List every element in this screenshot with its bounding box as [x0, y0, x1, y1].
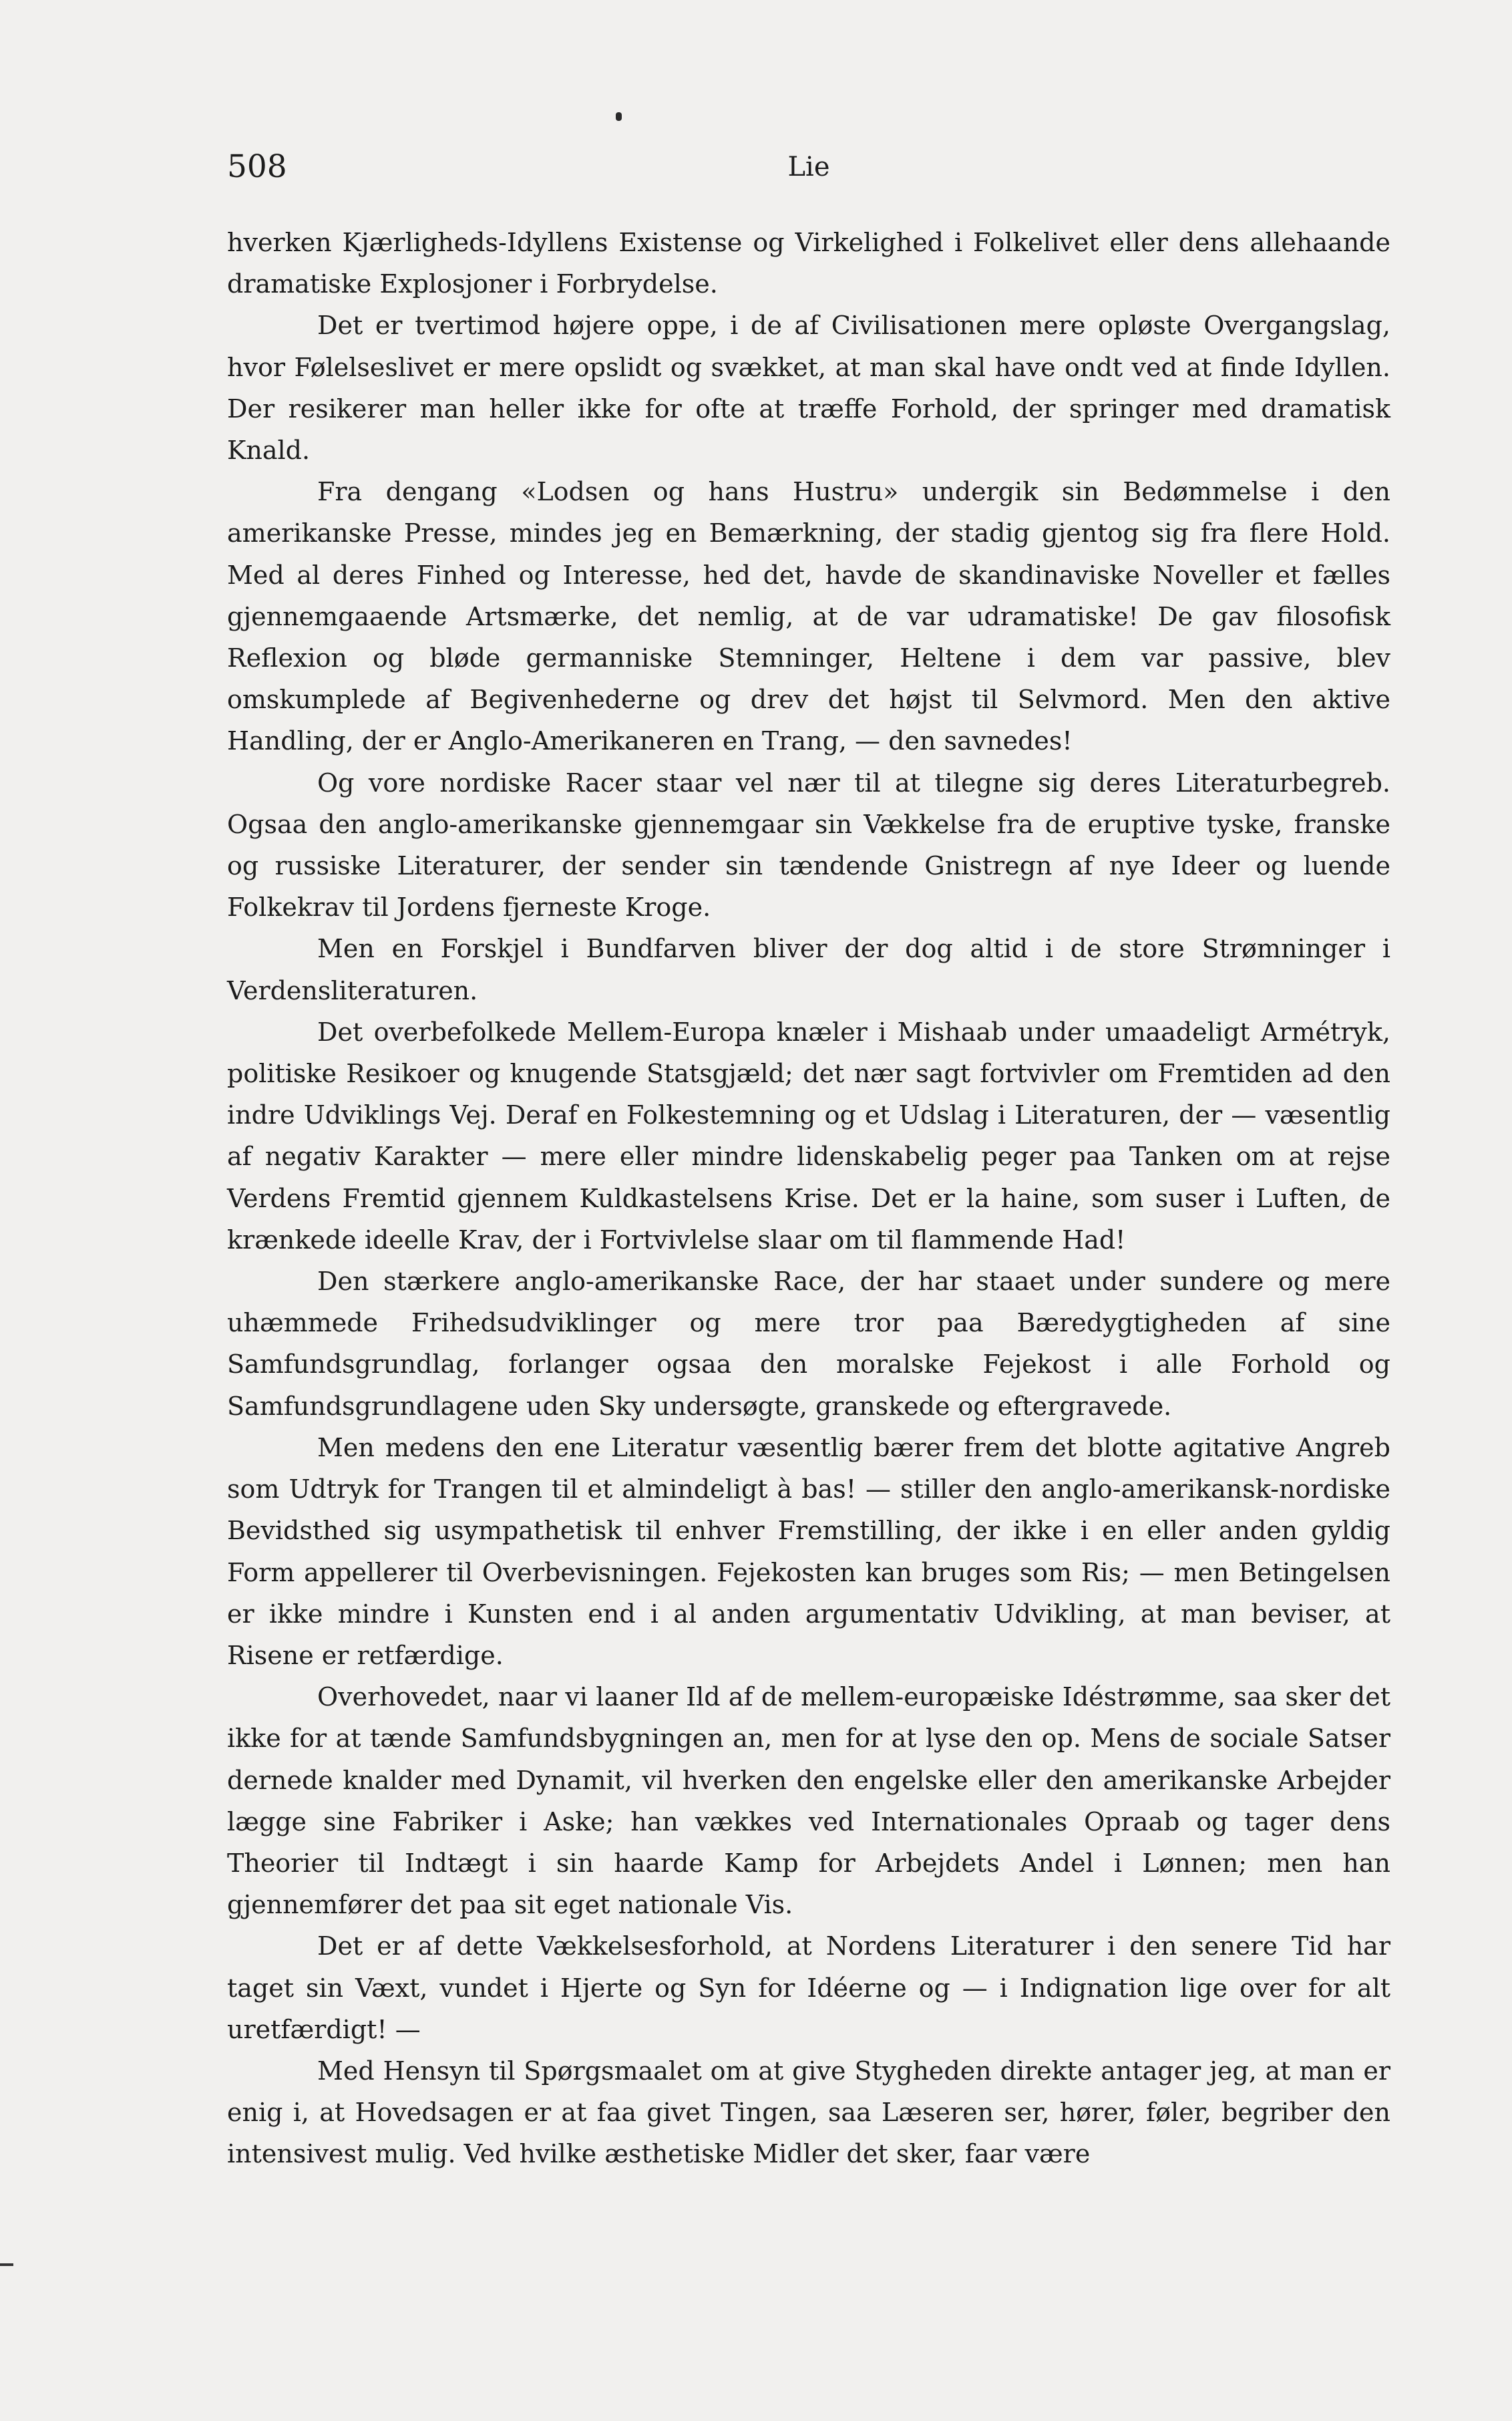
- paragraph: Det er tvertimod højere oppe, i de af Civilisationen mere opløste Overgangslag, hvor Følelseslivet er mere opslidt og svækket, at man skal have ondt ved at finde Idyllen. Der resikerer man heller ikke for ofte at træffe Forhold, der springer med dramatisk Knald.: [227, 311, 1390, 466]
- paragraph: Det overbefolkede Mellem-Europa knæler i Mishaab under umaadeligt Armétryk, politiske Resikoer og knugende Statsgjæld; det nær sagt fortvivler om Fremtiden ad den indre Udviklings Vej. Deraf en Folkestemning og et Udslag i Literaturen, der — væsentlig af negativ Karakter — mere eller mindre lidenskabelig peger paa Tanken om at rejse Verdens Fremtid gjennem Kuldkastelsens Krise. Det er la haine, som suser i Luften, de krænkede ideelle Krav, der i Fortvivlelse slaar om til flammende Had!: [227, 1017, 1390, 1255]
- paragraph: Men en Forskjel i Bundfarven bliver der dog altid i de store Strømninger i Verdensliteraturen.: [227, 934, 1390, 1005]
- paragraph: Den stærkere anglo-amerikanske Race, der har staaet under sundere og mere uhæmmede Frihedsudviklinger og mere tror paa Bæredygtigheden af sine Samfundsgrundlag, forlanger ogsaa den moralske Fejekost i alle Forhold og Samfundsgrundlagene uden Sky undersøgte, granskede og eftergravede.: [227, 1267, 1390, 1421]
- paragraph-continued: hverken Kjærligheds-Idyllens Existense og Virkelighed i Folkelivet eller dens allehaande dramatiske Explosjoner i Forbrydelse.: [227, 228, 1390, 299]
- paragraph: Med Hensyn til Spørgsmaalet om at give Stygheden direkte antager jeg, at man er enig i, at Hovedsagen er at faa givet Tingen, saa Læseren ser, hører, føler, begriber den intensivest mulig. Ved hvilke æsthetiske Midler det sker, faar være: [227, 2056, 1390, 2169]
- running-head: Lie: [787, 152, 830, 182]
- body-text: [227, 222, 1390, 2175]
- paragraph: Det er af dette Vækkelsesforhold, at Nordens Literaturer i den senere Tid har taget sin Væxt, vundet i Hjerte og Syn for Idéerne og — i Indignation lige over for alt uretfærdigt! —: [227, 1931, 1390, 2044]
- margin-rule-mark: [0, 2263, 13, 2266]
- paragraph: Og vore nordiske Racer staar vel nær til at tilegne sig deres Literaturbegreb. Ogsaa den anglo-amerikanske gjennemgaar sin Vækkelse fra de eruptive tyske, franske og russiske Literaturer, der sender sin tændende Gnistregn af nye Ideer og luende Folkekrav til Jordens fjerneste Kroge.: [227, 768, 1390, 923]
- page-number: 508: [227, 148, 287, 185]
- paragraph: Men medens den ene Literatur væsentlig bærer frem det blotte agitative Angreb som Udtryk for Trangen til et almindeligt à bas! — stiller den anglo-amerikansk-nordiske Bevidsthed sig usympathetisk til enhver Fremstilling, der ikke i en eller anden gyldig Form appellerer til Overbevisningen. Fejekosten kan bruges som Ris; — men Betingelsen er ikke mindre i Kunsten end i al anden argumentativ Udvikling, at man beviser, at Risene er retfærdige.: [227, 1432, 1390, 1670]
- page-header: [227, 144, 1390, 190]
- paragraph: Overhovedet, naar vi laaner Ild af de mellem-europæiske Idéstrømme, saa sker det ikke for at tænde Samfundsbygningen an, men for at lyse den op. Mens de sociale Satser dernede knalder med Dynamit, vil hverken den engelske eller den amerikanske Arbejder lægge sine Fabriker i Aske; han vækkes ved Internationales Opraab og tager dens Theorier til Indtægt i sin haarde Kamp for Arbejdets Andel i Lønnen; men han gjennemfører det paa sit eget nationale Vis.: [227, 1682, 1390, 1920]
- ink-speck: [616, 112, 622, 121]
- paragraph: Fra dengang «Lodsen og hans Hustru» undergik sin Bedømmelse i den amerikanske Presse, mindes jeg en Bemærkning, der stadig gjentog sig fra flere Hold. Med al deres Finhed og Interesse, hed det, havde de skandinaviske Noveller et fælles gjennemgaaende Artsmærke, det nemlig, at de var udramatiske! De gav filosofisk Reflexion og bløde germanniske Stemninger, Heltene i dem var passive, blev omskumplede af Begivenhederne og drev det højst til Selvmord. Men den aktive Handling, der er Anglo-Amerikaneren en Trang, — den savnedes!: [227, 477, 1390, 756]
